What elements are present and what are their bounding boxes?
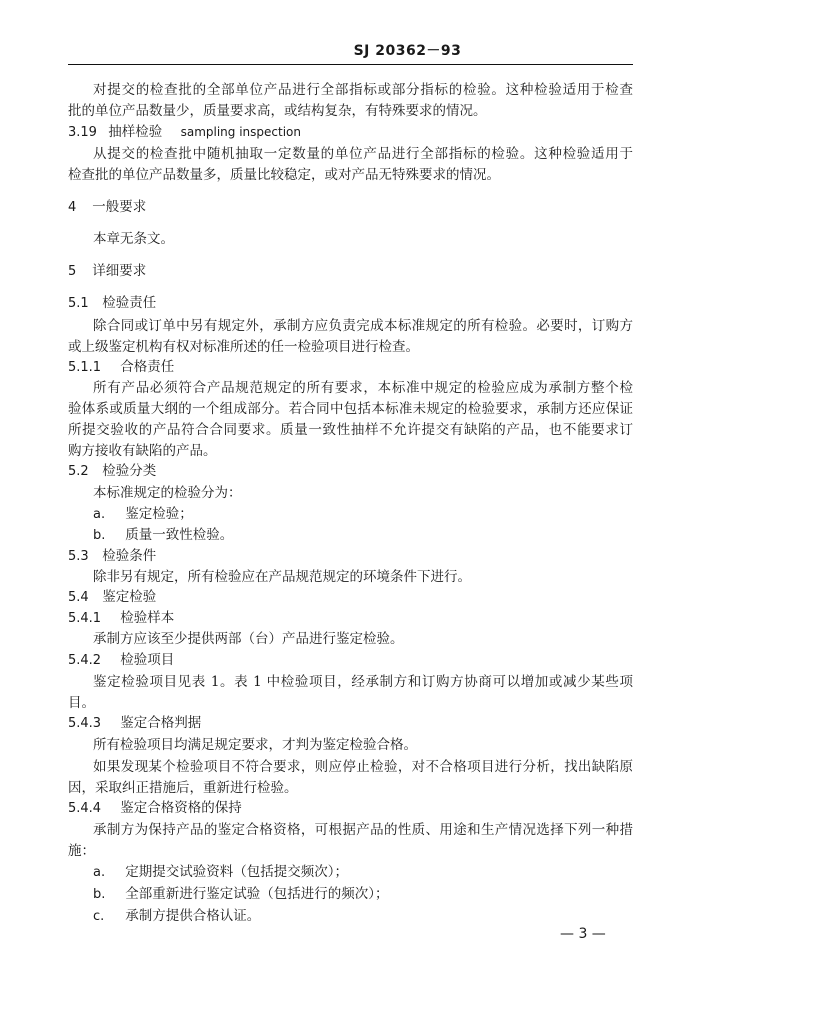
list-item [93,884,389,905]
paragraph-line: 所有产品必须符合产品规范规定的所有要求，本标准中规定的检验应成为承制方整个检 [93,380,633,396]
section-title: 鉴定合格判据 [120,715,202,731]
list-item [93,862,348,883]
paragraph-line: 所有检验项目均满足规定要求，才判为鉴定检验合格。 [93,737,417,753]
section-title-english: sampling inspection [180,125,301,139]
list-item [93,906,260,927]
section-title: 抽样检验 [108,124,163,140]
section-heading-3-19 [68,122,301,143]
section-heading-5-1 [68,293,156,314]
section-title: 合格责任 [120,359,175,375]
list-marker: b. [93,887,106,902]
section-heading-5-2 [68,461,156,482]
list-item-text: 全部重新进行鉴定试验（包括进行的频次）； [125,886,389,902]
paragraph-line: 除非另有规定，所有检验应在产品规范规定的环境条件下进行。 [93,569,471,585]
paragraph-line: 验体系或质量大纲的一个组成部分。若合同中包括本标准未规定的检验要求，承制方还应保证 [68,401,633,417]
list-item-text: 鉴定检验； [125,506,193,522]
standard-code-header: SJ 20362－93 [353,43,462,59]
list-marker: a. [93,865,106,880]
section-number: 5.4 [68,590,89,605]
paragraph-line: 批的单位产品数量少，质量要求高，或结构复杂，有特殊要求的情况。 [68,103,487,119]
section-heading-5-4-4 [68,798,242,819]
section-number: 5.1.1 [68,360,102,375]
section-number: 5.3 [68,549,89,564]
section-title: 检验责任 [102,295,157,311]
paragraph-line: 因，采取纠正措施后，重新进行检验。 [68,780,298,796]
section-heading-5-4-2 [68,650,174,671]
paragraph-line: 鉴定检验项目见表 1。表 1 中检验项目，经承制方和订购方协商可以增加或减少某些项 [93,674,633,690]
paragraph-line: 如果发现某个检验项目不符合要求，则应停止检验，对不合格项目进行分析，找出缺陷原 [93,759,633,775]
section-title: 检验条件 [102,548,157,564]
section-number: 5.1 [68,296,89,311]
list-marker: c. [93,909,105,924]
section-heading-5-4 [68,587,156,608]
section-heading-5-4-1 [68,608,174,629]
paragraph-line: 施： [68,843,95,859]
section-heading-5 [68,261,146,282]
section-number: 5.4.2 [68,653,102,668]
section-heading-5-4-3 [68,713,201,734]
paragraph-line: 目。 [68,695,95,711]
paragraph-line: 购方接收有缺陷的产品。 [68,443,217,459]
list-marker: a. [93,507,106,522]
paragraph-line: 所提交验收的产品符合合同要求。质量一致性抽样不允许提交有缺陷的产品，也不能要求订 [68,422,633,438]
section-title: 鉴定检验 [102,589,157,605]
header-rule [68,64,633,65]
paragraph-line: 承制方为保持产品的鉴定合格资格，可根据产品的性质、用途和生产情况选择下列一种措 [93,822,633,838]
paragraph-line: 本标准规定的检验分为： [93,485,242,501]
paragraph-line: 从提交的检查批中随机抽取一定数量的单位产品进行全部指标的检验。这种检验适用于 [93,146,633,162]
list-item-text: 承制方提供合格认证。 [125,908,261,924]
section-number: 5.4.3 [68,716,102,731]
paragraph-line: 对提交的检查批的全部单位产品进行全部指标或部分指标的检验。这种检验适用于检查 [93,82,633,98]
paragraph-line: 或上级鉴定机构有权对标准所述的任一检验项目进行检查。 [68,339,419,355]
list-item [93,525,233,546]
section-title: 检验样本 [120,610,175,626]
section-number: 5 [68,264,77,279]
section-title: 检验项目 [120,652,175,668]
paragraph-line: 除合同或订单中另有规定外，承制方应负责完成本标准规定的所有检验。必要时，订购方 [93,318,633,334]
list-item-text: 定期提交试验资料（包括提交频次）； [125,864,349,880]
section-number: 5.4.4 [68,801,102,816]
list-marker: b. [93,528,106,543]
section-title: 一般要求 [92,199,147,215]
section-heading-5-3 [68,546,156,567]
paragraph-line: 本章无条文。 [93,231,174,247]
list-item [93,504,193,525]
section-title: 鉴定合格资格的保持 [120,800,242,816]
section-number: 5.2 [68,464,89,479]
page-number: — 3 — [560,926,606,942]
section-heading-5-1-1 [68,357,174,378]
section-heading-4 [68,197,146,218]
section-number: 5.4.1 [68,611,102,626]
section-title: 检验分类 [102,463,157,479]
section-title: 详细要求 [92,263,147,279]
paragraph-line: 检查批的单位产品数量多，质量比较稳定，或对产品无特殊要求的情况。 [68,167,500,183]
section-number: 4 [68,200,77,215]
list-item-text: 质量一致性检验。 [125,527,234,543]
paragraph-line: 承制方应该至少提供两部（台）产品进行鉴定检验。 [93,631,404,647]
section-number: 3.19 [68,125,97,140]
